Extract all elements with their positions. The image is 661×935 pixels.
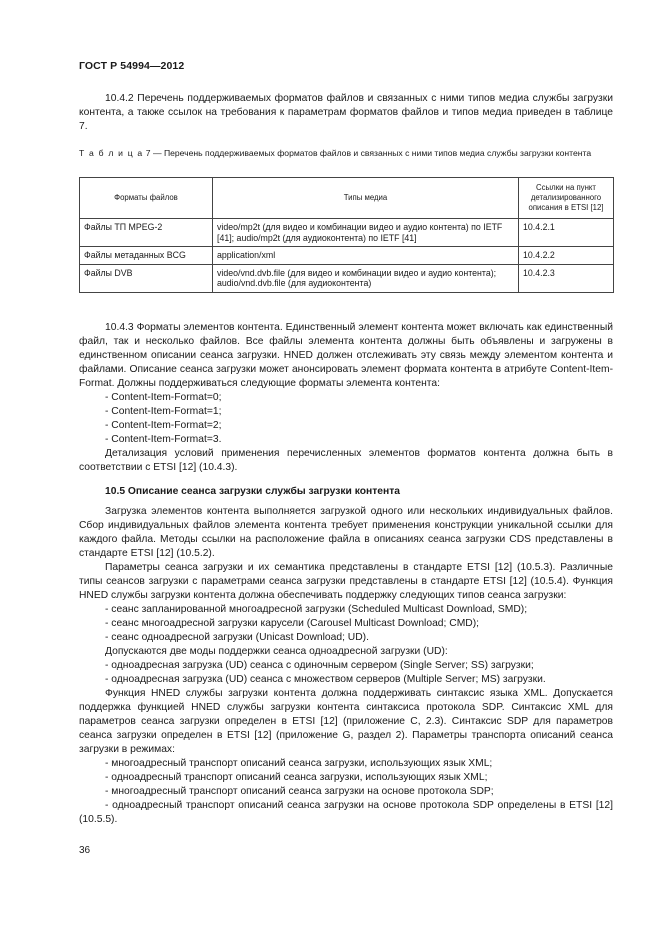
intro-section bbox=[79, 92, 613, 134]
table-row bbox=[80, 247, 614, 265]
section-10-4-3-detail: Детализация условий применения перечисленных элементов форматов контента должна быть в соответствии с ETSI [12] (10.4.3). bbox=[79, 448, 613, 473]
table-cell: video/mp2t (для видео и комбинации видео и аудио контента) по IETF [41]; audio/mp2t (для аудиоконтента) по IETF [41] bbox=[213, 219, 519, 247]
table-row bbox=[80, 264, 614, 292]
table-cell: Файлы DVB bbox=[80, 264, 213, 292]
table-cell: application/xml bbox=[213, 247, 519, 265]
list-item: - одноадресная загрузка (UD) сеанса с одиночным сервером (Single Server; SS) загрузки; bbox=[105, 660, 534, 671]
table-caption bbox=[79, 148, 613, 159]
list-item: - Content-Item-Format=0; bbox=[105, 392, 222, 403]
table-cell: 10.4.2.3 bbox=[519, 264, 614, 292]
section-10-4-3 bbox=[79, 321, 613, 475]
table-caption-prefix: Т а б л и ц а bbox=[79, 148, 144, 158]
table-cell: video/vnd.dvb.file (для видео и комбинации видео и аудио контента); audio/vnd.dvb.file (для аудиоконтента) bbox=[213, 264, 519, 292]
section-10-5-paragraph-1: Загрузка элементов контента выполняется загрузкой одного или нескольких индивидуальных файлов. Сбор индивидуальных файлов элемента контента требует применения конструкции уникальной ссылки для каждого файла. Методы ссылки на расположение файла в описаниях сеанса загрузки CDS представлены в стандарте ETSI [12] (10.5.2). bbox=[79, 506, 613, 559]
section-10-5-paragraph-3: Допускаются две моды поддержки сеанса одноадресной загрузки (UD): bbox=[105, 646, 448, 657]
table-caption-text: 7 — Перечень поддерживаемых форматов файлов и связанных с ними типов медиа службы загрузки контента bbox=[143, 148, 592, 158]
intro-paragraph: 10.4.2 Перечень поддерживаемых форматов файлов и связанных с ними типов медиа службы загрузки контента, а также ссылок на требования к параметрам форматов файлов и типов медиа приведен в таблице 7. bbox=[79, 93, 613, 132]
table-cell: Файлы метаданных BCG bbox=[80, 247, 213, 265]
page-number: 36 bbox=[79, 845, 91, 856]
section-10-5-paragraph-5: - одноадресный транспорт описаний сеанса загрузки на основе протокола SDP определены в ETSI [12] (10.5.5). bbox=[79, 800, 613, 825]
section-10-5-title: 10.5 Описание сеанса загрузки службы загрузки контента bbox=[105, 486, 401, 497]
table-header-cell: Типы медиа bbox=[213, 178, 519, 219]
list-item: - сеанс запланированной многоадресной загрузки (Scheduled Multicast Download, SMD); bbox=[105, 604, 528, 615]
table-cell: 10.4.2.1 bbox=[519, 219, 614, 247]
section-10-5 bbox=[79, 485, 613, 827]
list-item: - многоадресный транспорт описаний сеанса загрузки на основе протокола SDP; bbox=[105, 786, 494, 797]
table-cell: 10.4.2.2 bbox=[519, 247, 614, 265]
formats-table bbox=[79, 177, 614, 293]
document-header: ГОСТ Р 54994—2012 bbox=[79, 60, 185, 72]
list-item: - одноадресный транспорт описаний сеанса загрузки, использующих язык XML; bbox=[105, 772, 488, 783]
list-item: - многоадресный транспорт описаний сеанса загрузки, использующих язык XML; bbox=[105, 758, 493, 769]
table-header-row bbox=[80, 178, 614, 219]
table-header-cell: Форматы файлов bbox=[80, 178, 213, 219]
table-row bbox=[80, 219, 614, 247]
list-item: - Content-Item-Format=2; bbox=[105, 420, 222, 431]
list-item: - одноадресная загрузка (UD) сеанса с множеством серверов (Multiple Server; MS) загрузки. bbox=[105, 674, 546, 685]
table-cell: Файлы ТП MPEG-2 bbox=[80, 219, 213, 247]
list-item: - Content-Item-Format=1; bbox=[105, 406, 222, 417]
section-10-5-paragraph-4: Функция HNED службы загрузки контента должна поддерживать синтаксис языка XML. Допускается поддержка функцией HNED службы загрузки контента синтаксиса протокола SDP. Синтаксис XML для параметров сеанса загрузки определен в ETSI [12] (приложение C, 2.3). Синтаксис SDP для параметров сеанса загрузки определен в ETSI [12] (приложение G, раздел 2). Параметры транспорта описаний сеанса загрузки в режимах: bbox=[79, 688, 613, 755]
list-item: - сеанс одноадресной загрузки (Unicast Download; UD). bbox=[105, 632, 369, 643]
section-10-5-paragraph-2: Параметры сеанса загрузки и их семантика представлены в стандарте ETSI [12] (10.5.3). Различные типы сеансов загрузки с параметрами сеанса загрузки представлены в стандарте ETSI [12] (10.5.4). Функция HNED службы загрузки контента должна обеспечивать поддержку следующих типов сеанса загрузки: bbox=[79, 562, 613, 601]
section-10-4-3-paragraph: 10.4.3 Форматы элементов контента. Единственный элемент контента может включать как единственный файл, так и несколько файлов. Все файлы элемента контента должны быть объявлены и загружены в единственном описании сеанса загрузки. HNED должен отслеживать эту связь между элементом контента и файлами. Описание сеанса загрузки может анонсировать элемент формата контента в атрибуте Content-Item-Format. Должны поддерживаться следующие форматы элемента контента: bbox=[79, 322, 613, 389]
list-item: - сеанс многоадресной загрузки карусели (Carousel Multicast Download; CMD); bbox=[105, 618, 479, 629]
table-header-cell: Ссылки на пункт детализированного описания в ETSI [12] bbox=[519, 178, 614, 219]
list-item: - Content-Item-Format=3. bbox=[105, 434, 222, 445]
